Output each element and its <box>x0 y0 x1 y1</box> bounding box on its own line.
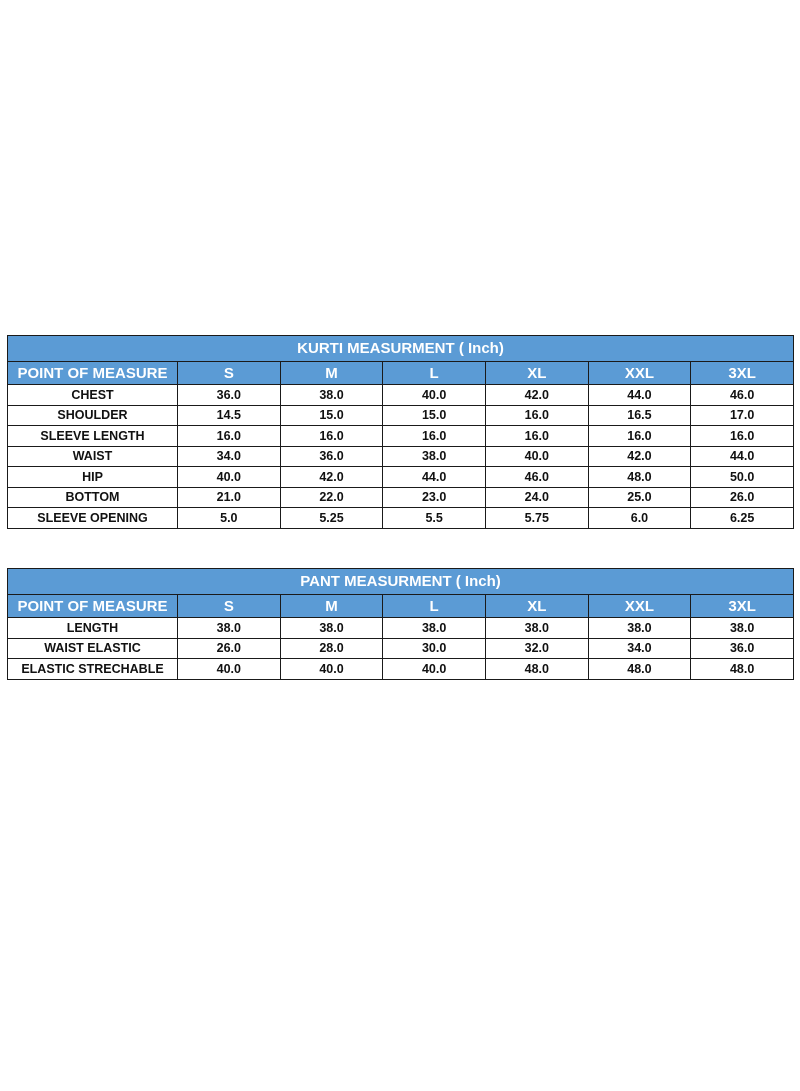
table-cell: 46.0 <box>691 385 794 406</box>
table-cell: 16.5 <box>588 405 691 426</box>
pant-title-row <box>8 569 794 595</box>
table-row <box>8 426 794 447</box>
table-row <box>8 405 794 426</box>
table-cell: 6.0 <box>588 508 691 529</box>
kurti-header-m: M <box>280 362 383 385</box>
table-cell: 40.0 <box>178 659 281 680</box>
row-label: SLEEVE LENGTH <box>8 426 178 447</box>
table-cell: 16.0 <box>280 426 383 447</box>
row-label: BOTTOM <box>8 487 178 508</box>
table-cell: 30.0 <box>383 638 486 659</box>
row-label: WAIST <box>8 446 178 467</box>
pant-header-s: S <box>178 595 281 618</box>
table-cell: 5.75 <box>485 508 588 529</box>
table-cell: 38.0 <box>485 618 588 639</box>
table-cell: 36.0 <box>691 638 794 659</box>
table-cell: 26.0 <box>178 638 281 659</box>
row-label: ELASTIC STRECHABLE <box>8 659 178 680</box>
pant-header-m: M <box>280 595 383 618</box>
table-cell: 48.0 <box>588 659 691 680</box>
table-cell: 38.0 <box>178 618 281 639</box>
row-label: CHEST <box>8 385 178 406</box>
pant-header-l: L <box>383 595 486 618</box>
row-label: HIP <box>8 467 178 488</box>
table-cell: 48.0 <box>691 659 794 680</box>
table-cell: 28.0 <box>280 638 383 659</box>
table-row <box>8 446 794 467</box>
table-cell: 6.25 <box>691 508 794 529</box>
table-cell: 42.0 <box>485 385 588 406</box>
table-cell: 5.5 <box>383 508 486 529</box>
table-cell: 23.0 <box>383 487 486 508</box>
kurti-header-row <box>8 362 794 385</box>
table-cell: 38.0 <box>383 618 486 639</box>
kurti-header-xxl: XXL <box>588 362 691 385</box>
table-cell: 16.0 <box>383 426 486 447</box>
table-cell: 5.0 <box>178 508 281 529</box>
table-cell: 36.0 <box>280 446 383 467</box>
row-label: SLEEVE OPENING <box>8 508 178 529</box>
table-cell: 38.0 <box>691 618 794 639</box>
table-cell: 38.0 <box>280 385 383 406</box>
table-cell: 42.0 <box>280 467 383 488</box>
kurti-header-l: L <box>383 362 486 385</box>
table-row <box>8 659 794 680</box>
table-row <box>8 467 794 488</box>
table-cell: 40.0 <box>383 385 486 406</box>
pant-header-3xl: 3XL <box>691 595 794 618</box>
row-label: WAIST ELASTIC <box>8 638 178 659</box>
kurti-table-title: KURTI MEASURMENT ( Inch) <box>8 336 794 362</box>
table-cell: 48.0 <box>485 659 588 680</box>
table-cell: 26.0 <box>691 487 794 508</box>
table-row <box>8 385 794 406</box>
table-cell: 16.0 <box>485 426 588 447</box>
table-cell: 38.0 <box>383 446 486 467</box>
pant-measurement-table <box>7 568 794 680</box>
table-cell: 15.0 <box>280 405 383 426</box>
row-label: SHOULDER <box>8 405 178 426</box>
pant-header-point: POINT OF MEASURE <box>8 595 178 618</box>
table-cell: 21.0 <box>178 487 281 508</box>
table-cell: 34.0 <box>588 638 691 659</box>
table-cell: 5.25 <box>280 508 383 529</box>
kurti-header-xl: XL <box>485 362 588 385</box>
table-cell: 44.0 <box>691 446 794 467</box>
table-cell: 36.0 <box>178 385 281 406</box>
pant-table-title: PANT MEASURMENT ( Inch) <box>8 569 794 595</box>
table-row <box>8 618 794 639</box>
table-cell: 44.0 <box>588 385 691 406</box>
table-cell: 38.0 <box>280 618 383 639</box>
kurti-header-s: S <box>178 362 281 385</box>
table-cell: 16.0 <box>588 426 691 447</box>
table-cell: 25.0 <box>588 487 691 508</box>
table-cell: 40.0 <box>485 446 588 467</box>
pant-header-row <box>8 595 794 618</box>
table-row <box>8 508 794 529</box>
kurti-header-point: POINT OF MEASURE <box>8 362 178 385</box>
table-cell: 22.0 <box>280 487 383 508</box>
kurti-measurement-table <box>7 335 794 529</box>
table-row <box>8 638 794 659</box>
pant-header-xl: XL <box>485 595 588 618</box>
table-cell: 16.0 <box>691 426 794 447</box>
table-cell: 24.0 <box>485 487 588 508</box>
row-label: LENGTH <box>8 618 178 639</box>
table-cell: 32.0 <box>485 638 588 659</box>
table-cell: 40.0 <box>178 467 281 488</box>
table-cell: 14.5 <box>178 405 281 426</box>
table-cell: 44.0 <box>383 467 486 488</box>
pant-header-xxl: XXL <box>588 595 691 618</box>
table-cell: 17.0 <box>691 405 794 426</box>
table-cell: 15.0 <box>383 405 486 426</box>
table-cell: 38.0 <box>588 618 691 639</box>
table-row <box>8 487 794 508</box>
table-cell: 16.0 <box>178 426 281 447</box>
table-cell: 42.0 <box>588 446 691 467</box>
table-cell: 16.0 <box>485 405 588 426</box>
table-cell: 46.0 <box>485 467 588 488</box>
table-cell: 48.0 <box>588 467 691 488</box>
table-cell: 40.0 <box>383 659 486 680</box>
table-cell: 40.0 <box>280 659 383 680</box>
kurti-header-3xl: 3XL <box>691 362 794 385</box>
table-cell: 34.0 <box>178 446 281 467</box>
kurti-title-row <box>8 336 794 362</box>
table-cell: 50.0 <box>691 467 794 488</box>
